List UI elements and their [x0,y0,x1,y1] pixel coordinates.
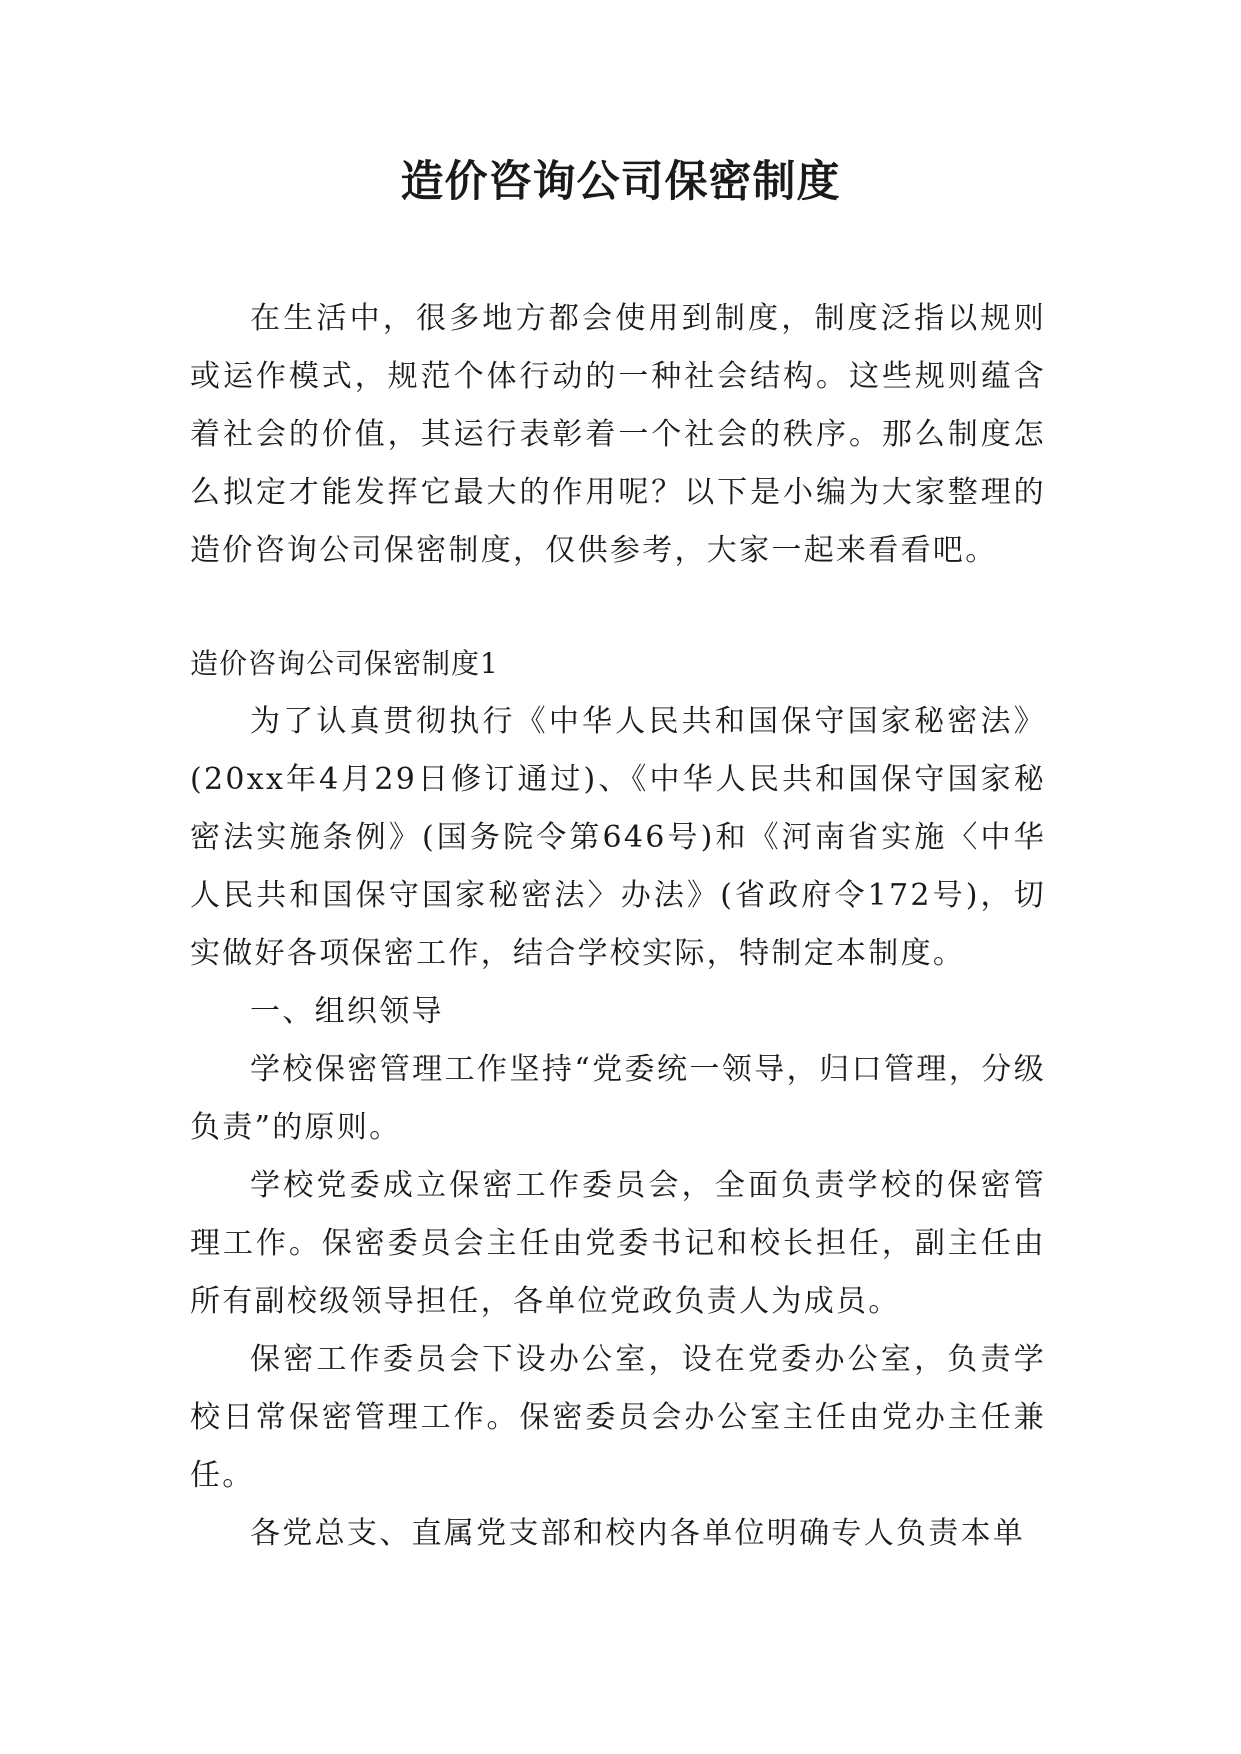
body-paragraph-5: 各党总支、直属党支部和校内各单位明确专人负责本单 [250,1516,1026,1551]
body-paragraph-1: 为了认真贯彻执行《中华人民共和国保守国家秘密法》(20xx年4月29日修订通过)、《中华人民共和国保守国家秘密法实施条例》(国务院令第646号)和《河南省实施〈中华人民共和国保守国家秘密法〉办法》(省政府令172号)，切实做好各项保密工作，结合学校实际，特制定本制度。 [190,704,1046,971]
document-body [190,290,1046,1563]
intro-paragraph: 在生活中，很多地方都会使用到制度，制度泛指以规则或运作模式，规范个体行动的一种社会结构。这些规则蕴含着社会的价值，其运行表彰着一个社会的秩序。那么制度怎么拟定才能发挥它最大的作用呢？以下是小编为大家整理的造价咨询公司保密制度，仅供参考，大家一起来看看吧。 [190,301,1046,568]
section-heading-organization: 一、组织领导 [250,994,444,1029]
body-paragraph-2: 学校保密管理工作坚持“党委统一领导，归口管理，分级负责”的原则。 [190,1052,1046,1145]
body-paragraph-4: 保密工作委员会下设办公室，设在党委办公室，负责学校日常保密管理工作。保密委员会办公室主任由党办主任兼任。 [190,1342,1046,1493]
body-paragraph-3: 学校党委成立保密工作委员会，全面负责学校的保密管理工作。保密委员会主任由党委书记和校长担任，副主任由所有副校级领导担任，各单位党政负责人为成员。 [190,1168,1046,1319]
document-title: 造价咨询公司保密制度 [400,157,841,207]
section-title: 造价咨询公司保密制度1 [190,647,499,680]
